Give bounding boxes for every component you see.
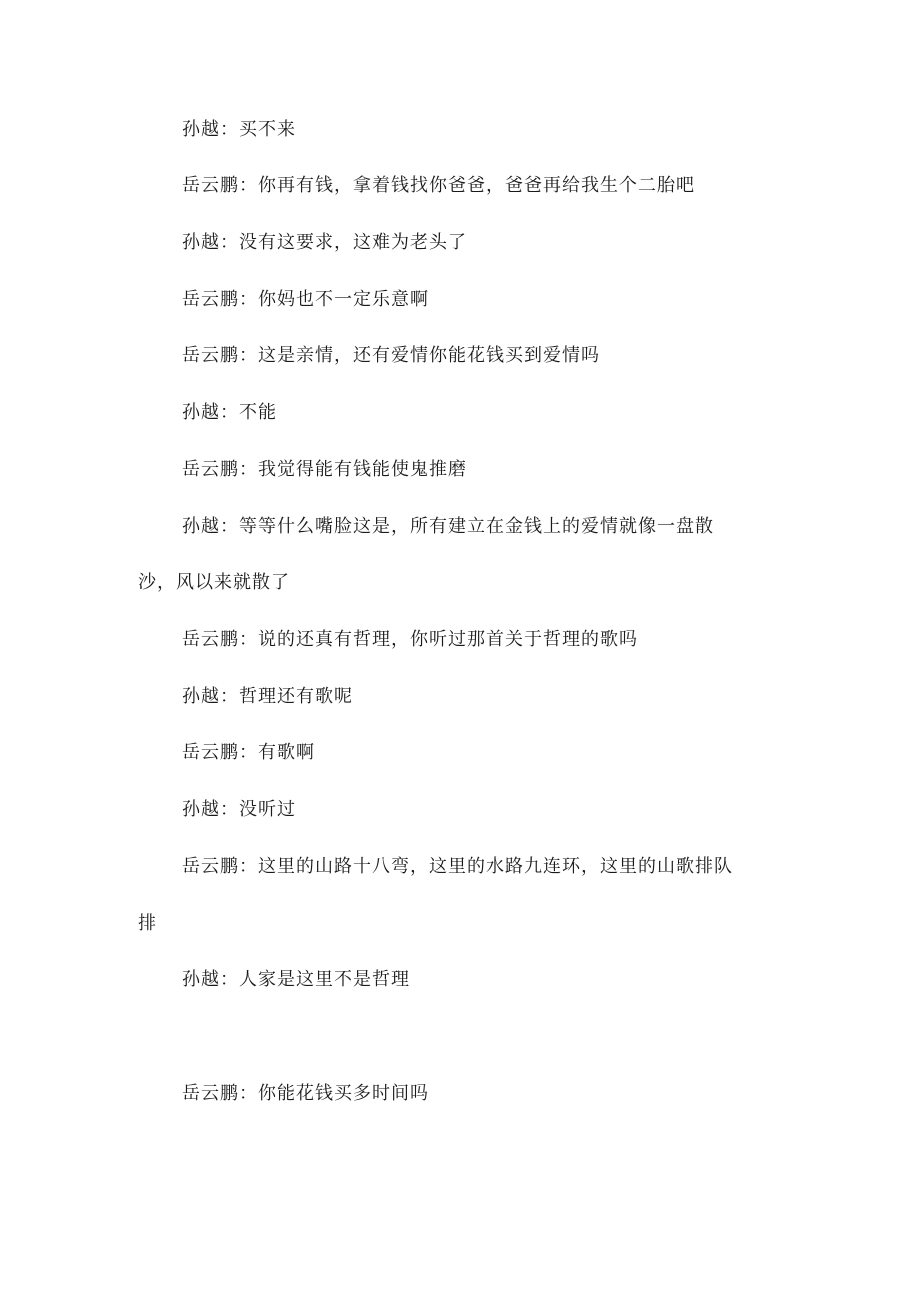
dialogue-line: 岳云鹏：我觉得能有钱能使鬼推磨 — [182, 459, 467, 480]
dialogue-line: 孙越：等等什么嘴脸这是，所有建立在金钱上的爱情就像一盘散 — [182, 516, 714, 537]
dialogue-line: 岳云鹏：你妈也不一定乐意啊 — [182, 289, 429, 310]
dialogue-line: 孙越：没听过 — [182, 799, 296, 820]
dialogue-line: 孙越：人家是这里不是哲理 — [182, 969, 410, 990]
dialogue-line: 岳云鹏：你能花钱买多时间吗 — [182, 1083, 429, 1104]
dialogue-line: 岳云鹏：你再有钱，拿着钱找你爸爸，爸爸再给我生个二胎吧 — [182, 175, 695, 196]
dialogue-line: 孙越：不能 — [182, 402, 277, 423]
dialogue-line: 岳云鹏：这里的山路十八弯，这里的水路九连环，这里的山歌排队 — [182, 856, 733, 877]
dialogue-line: 孙越：哲理还有歌呢 — [182, 686, 353, 707]
dialogue-line: 岳云鹏：说的还真有哲理，你听过那首关于哲理的歌吗 — [182, 629, 638, 650]
dialogue-line-continuation: 沙，风以来就散了 — [138, 572, 290, 593]
dialogue-line: 孙越：买不来 — [182, 119, 296, 140]
dialogue-line: 岳云鹏：有歌啊 — [182, 742, 315, 763]
dialogue-line: 孙越：没有这要求，这难为老头了 — [182, 232, 467, 253]
dialogue-line-continuation: 排 — [138, 913, 157, 934]
dialogue-line: 岳云鹏：这是亲情，还有爱情你能花钱买到爱情吗 — [182, 345, 600, 366]
